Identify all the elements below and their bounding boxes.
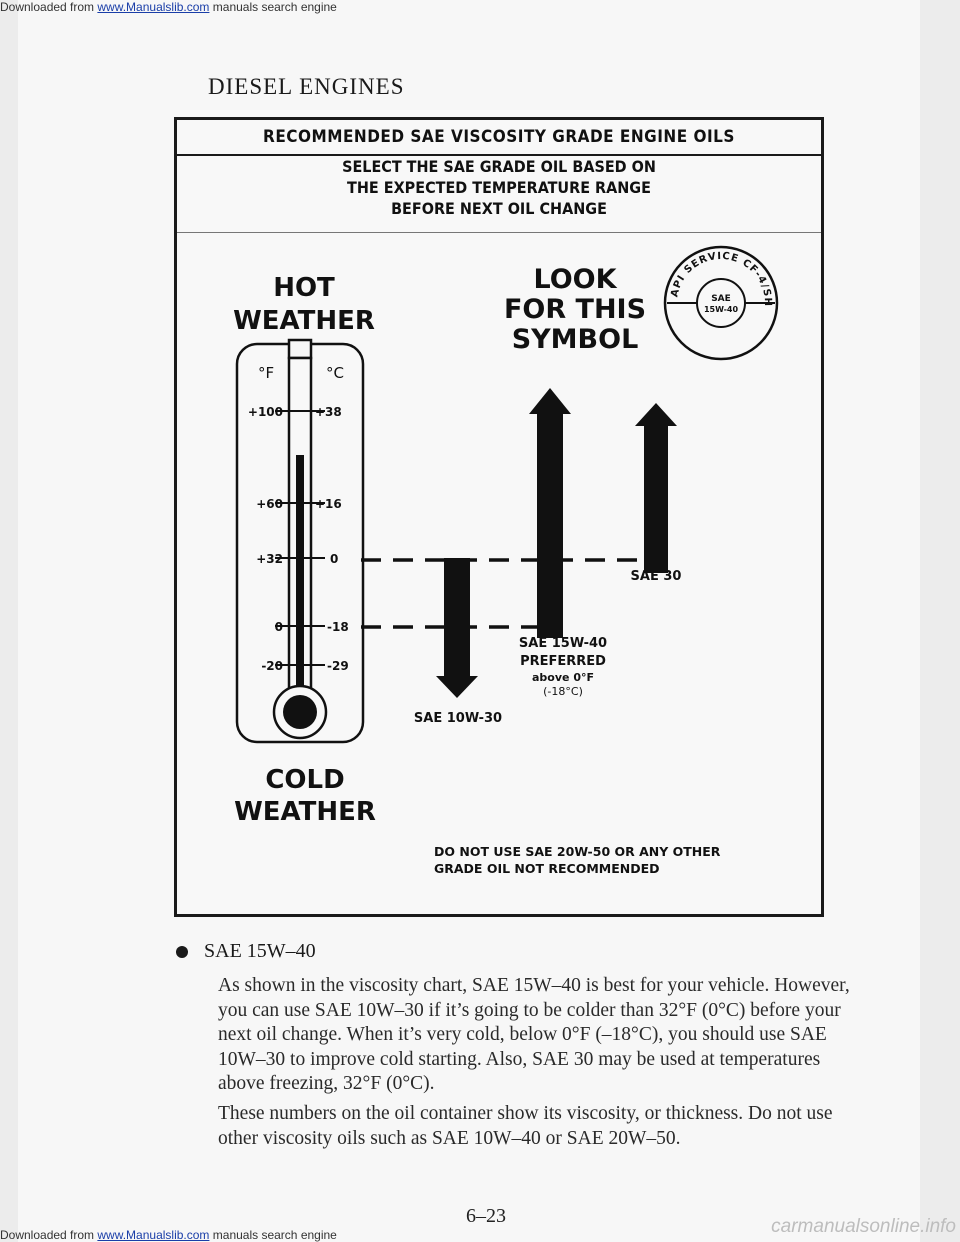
label-above-c: (-18°C) <box>543 685 583 698</box>
watermark-top-prefix: Downloaded from <box>0 0 98 14</box>
watermark-bottom-prefix: Downloaded from <box>0 1228 98 1242</box>
arrow-15w40-bar <box>537 414 563 638</box>
warning-line-1: DO NOT USE SAE 20W-50 OR ANY OTHER <box>434 844 721 859</box>
subheader-line-1: SELECT THE SAE GRADE OIL BASED ON <box>342 157 656 176</box>
watermark-top <box>0 0 337 14</box>
symbol-center-1: SAE <box>711 294 731 304</box>
subheader-line-3: BEFORE NEXT OIL CHANGE <box>391 199 607 218</box>
scale-c-16: +16 <box>315 497 342 511</box>
reference-lines <box>361 560 657 627</box>
scale-f-32: +32 <box>256 552 283 566</box>
scale-f-100: +100 <box>247 405 283 419</box>
scale-f-0: 0 <box>274 620 283 634</box>
scale-f-60: +60 <box>256 497 283 511</box>
arrow-10w30-bar <box>444 558 470 676</box>
chart-header-text: RECOMMENDED SAE VISCOSITY GRADE ENGINE OILS <box>263 127 735 147</box>
unit-c: °C <box>326 364 344 382</box>
unit-f: °F <box>258 364 275 382</box>
label-preferred: PREFERRED <box>520 654 606 669</box>
page-number: 6–23 <box>466 1205 506 1227</box>
bullet-item <box>176 940 316 963</box>
watermark-top-suffix: manuals search engine <box>209 0 337 14</box>
label-above: above 0°F <box>532 671 594 684</box>
hot-label-1: HOT <box>273 273 335 303</box>
scale-c-minus29: -29 <box>327 659 349 673</box>
label-sae10w30: SAE 10W-30 <box>413 711 503 726</box>
cold-label-1: COLD <box>265 765 345 795</box>
look-label-3: SYMBOL <box>511 324 639 355</box>
bullet-dot-icon <box>176 946 188 958</box>
chart-graphic <box>177 120 821 914</box>
watermark-right: carmanualsonline.info <box>771 1216 956 1237</box>
arrow-sae30-head <box>635 403 677 426</box>
watermark-bottom-suffix: manuals search engine <box>209 1228 337 1242</box>
grade-arrows <box>436 388 677 698</box>
scale-c-minus18: -18 <box>327 620 349 634</box>
watermark-bottom-link[interactable]: www.Manualslib.com <box>97 1228 210 1242</box>
watermark-bottom <box>0 1228 337 1242</box>
arrow-15w40-head <box>529 388 571 414</box>
look-label-1: LOOK <box>533 264 617 295</box>
thermometer <box>235 340 367 742</box>
api-service-symbol <box>665 247 777 359</box>
label-sae30: SAE 30 <box>630 569 682 584</box>
arrow-10w30-head <box>436 676 478 698</box>
scale-c-0: 0 <box>330 552 339 566</box>
section-title: DIESEL ENGINES <box>208 74 405 99</box>
cold-label-2: WEATHER <box>234 797 376 827</box>
symbol-ring-text: API SERVICE CF-4/SH <box>669 250 774 308</box>
warning-line-2: GRADE OIL NOT RECOMMENDED <box>434 861 660 876</box>
subheader-line-2: THE EXPECTED TEMPERATURE RANGE <box>347 178 651 197</box>
scale-c-38: +38 <box>315 405 342 419</box>
viscosity-chart <box>174 117 824 917</box>
arrow-sae30-bar <box>644 426 668 573</box>
look-label-2: FOR THIS <box>503 294 647 325</box>
paragraph-2: These numbers on the oil container show its viscosity, or thickness. Do not use other viscosity oils such as SAE 10W–40 or SAE 20W–50. <box>218 1103 833 1149</box>
watermark-top-link[interactable]: www.Manualslib.com <box>97 0 210 14</box>
scale-f-minus20: -20 <box>261 659 283 673</box>
symbol-center-2: 15W-40 <box>703 305 739 314</box>
hot-label-2: WEATHER <box>233 306 375 336</box>
manual-page <box>18 0 920 1242</box>
paragraph-1: As shown in the viscosity chart, SAE 15W–40 is best for your vehicle. However, you can use SAE 10W–30 if it’s going to be colder than 32°F (0°C) before your next oil change. When it’s very cold, below 0°F (–18°C), you should use SAE 10W–30 to improve cold starting. Also, SAE 30 may be used at temperatures above freezing, 32°F (0°C). <box>218 975 850 1094</box>
label-sae15w40: SAE 15W-40 <box>518 636 608 651</box>
bullet-text: SAE 15W–40 <box>204 940 316 962</box>
